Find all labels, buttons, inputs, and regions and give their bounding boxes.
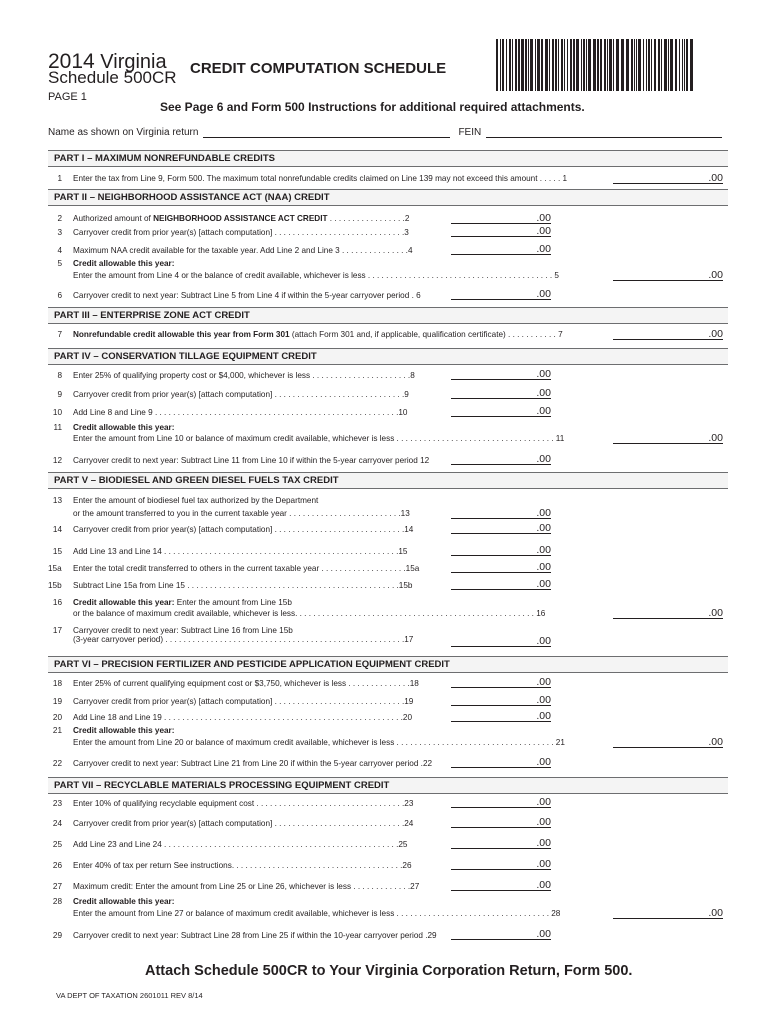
line-number: 7 xyxy=(57,330,62,339)
line-2-field[interactable]: .00 xyxy=(451,213,551,224)
line-18-field[interactable]: .00 xyxy=(451,677,551,688)
part-6-header: PART VI – PRECISION FERTILIZER AND PESTICIDE APPLICATION EQUIPMENT CREDIT xyxy=(48,656,728,673)
line-number: 8 xyxy=(57,371,62,380)
line-17-text: Carryover credit to next year: Subtract Line 16 from Line 15b xyxy=(73,626,293,635)
line-19-field[interactable]: .00 xyxy=(451,695,551,706)
fein-label: FEIN xyxy=(458,127,482,138)
line-12-text: Carryover credit to next year: Subtract Line 11 from Line 10 if within the 5-year carryover period 12 xyxy=(73,456,430,465)
line-16-field[interactable]: .00 xyxy=(613,608,723,619)
form-title: CREDIT COMPUTATION SCHEDULE xyxy=(190,60,447,77)
line-9-field[interactable]: .00 xyxy=(451,388,551,399)
line-1-field[interactable]: .00 xyxy=(613,173,723,184)
line-10-field[interactable]: .00 xyxy=(451,406,551,417)
line-number: 19 xyxy=(52,697,62,706)
line-13-field[interactable]: .00 xyxy=(451,508,551,519)
line-number: 25 xyxy=(52,840,62,849)
line-16-text: or the balance of maximum credit available, whichever is less. . . . . . . . . . . . . . . . . . . . . . . . . . . . . . . . . . . . . . . . . . . . . . . . . . . . . 16 xyxy=(73,609,546,618)
line-27-field[interactable]: .00 xyxy=(451,880,551,891)
line-number: 16 xyxy=(52,598,62,607)
line-21-text: Enter the amount from Line 20 or balance of maximum credit available, whichever is less . . . . . . . . . . . . . . . . . . . . . . . . . . . . . . . . . . . 21 xyxy=(73,738,565,747)
line-24-field[interactable]: .00 xyxy=(451,817,551,828)
line-23-field[interactable]: .00 xyxy=(451,797,551,808)
line-number: 29 xyxy=(52,931,62,940)
line-28-field[interactable]: .00 xyxy=(613,908,723,919)
line-24-text: Carryover credit from prior year(s) [attach computation] . . . . . . . . . . . . . . . . . . . . . . . . . . . . .24 xyxy=(73,819,414,828)
barcode-image xyxy=(496,39,728,91)
line-13-text: Enter the amount of biodiesel fuel tax authorized by the Department xyxy=(73,496,319,505)
name-field[interactable] xyxy=(203,129,450,138)
line-15a-field[interactable]: .00 xyxy=(451,562,551,573)
line-7-field[interactable]: .00 xyxy=(613,329,723,340)
line-15b-field[interactable]: .00 xyxy=(451,579,551,590)
line-11-label: Credit allowable this year: xyxy=(73,423,175,432)
fein-field[interactable] xyxy=(486,129,722,138)
line-26-field[interactable]: .00 xyxy=(451,859,551,870)
line-28-text: Enter the amount from Line 27 or balance of maximum credit available, whichever is less . . . . . . . . . . . . . . . . . . . . . . . . . . . . . . . . . . 28 xyxy=(73,909,561,918)
line-22-field[interactable]: .00 xyxy=(451,757,551,768)
line-20-text: Add Line 18 and Line 19 . . . . . . . . . . . . . . . . . . . . . . . . . . . . . . . . . . . . . . . . . . . . . . . . . . . . .20 xyxy=(73,713,413,722)
line-2-text: Authorized amount of NEIGHBORHOOD ASSISTANCE ACT CREDIT . . . . . . . . . . . . . . . . .2 xyxy=(73,214,410,223)
part-7-header: PART VII – RECYCLABLE MATERIALS PROCESSING EQUIPMENT CREDIT xyxy=(48,777,728,794)
line-number: 22 xyxy=(52,759,62,768)
line-number: 5 xyxy=(57,259,62,268)
line-15-text: Add Line 13 and Line 14 . . . . . . . . . . . . . . . . . . . . . . . . . . . . . . . . . . . . . . . . . . . . . . . . . . . .15 xyxy=(73,547,408,556)
line-15a-text: Enter the total credit transferred to others in the current taxable year . . . . . . . . . . . . . . . . . . .15a xyxy=(73,564,420,573)
line-6-field[interactable]: .00 xyxy=(451,289,551,300)
tax-year: 2014 xyxy=(48,50,95,73)
page-number: PAGE 1 xyxy=(48,91,87,103)
line-7-text: Nonrefundable credit allowable this year from Form 301 (attach Form 301 and, if applicable, qualification certificate) . . . . . . . . . . . 7 xyxy=(73,330,563,339)
line-5-field[interactable]: .00 xyxy=(613,270,723,281)
line-4-text: Maximum NAA credit available for the taxable year. Add Line 2 and Line 3 . . . . . . . . . . . . . . .4 xyxy=(73,246,413,255)
line-5-label: Credit allowable this year: xyxy=(73,259,175,268)
line-10-text: Add Line 8 and Line 9 . . . . . . . . . . . . . . . . . . . . . . . . . . . . . . . . . . . . . . . . . . . . . . . . . . . . . .10 xyxy=(73,408,408,417)
line-15b-text: Subtract Line 15a from Line 15 . . . . . . . . . . . . . . . . . . . . . . . . . . . . . . . . . . . . . . . . . . . . . . .15b xyxy=(73,581,413,590)
line-21-label: Credit allowable this year: xyxy=(73,726,175,735)
line-6-text: Carryover credit to next year: Subtract Line 5 from Line 4 if within the 5-year carryover period . 6 xyxy=(73,291,421,300)
line-3-text: Carryover credit from prior year(s) [attach computation] . . . . . . . . . . . . . . . . . . . . . . . . . . . . .3 xyxy=(73,228,409,237)
line-15-field[interactable]: .00 xyxy=(451,545,551,556)
line-14-text: Carryover credit from prior year(s) [attach computation] . . . . . . . . . . . . . . . . . . . . . . . . . . . . .14 xyxy=(73,525,414,534)
line-number: 23 xyxy=(52,799,62,808)
instructions-note: See Page 6 and Form 500 Instructions for additional required attachments. xyxy=(160,100,585,114)
line-number: 10 xyxy=(52,408,62,417)
line-number: 24 xyxy=(52,819,62,828)
line-5-text: Enter the amount from Line 4 or the balance of credit available, whichever is less . . . . . . . . . . . . . . . . . . . . . . . . . . . . . . . . . . . . . . . . . 5 xyxy=(73,271,559,280)
line-number: 6 xyxy=(57,291,62,300)
line-25-text: Add Line 23 and Line 24 . . . . . . . . . . . . . . . . . . . . . . . . . . . . . . . . . . . . . . . . . . . . . . . . . . . .25 xyxy=(73,840,408,849)
line-18-text: Enter 25% of current qualifying equipment cost or $3,750, whichever is less . . . . . . . . . . . . . .18 xyxy=(73,679,419,688)
line-11-field[interactable]: .00 xyxy=(613,433,723,444)
line-number: 26 xyxy=(52,861,62,870)
line-29-field[interactable]: .00 xyxy=(451,929,551,940)
line-12-field[interactable]: .00 xyxy=(451,454,551,465)
line-number: 17 xyxy=(52,626,62,635)
line-number: 13 xyxy=(52,496,62,505)
line-number: 15b xyxy=(48,581,62,590)
department-footer: VA DEPT OF TAXATION 2601011 REV 8/14 xyxy=(56,991,203,1000)
line-number: 18 xyxy=(52,679,62,688)
line-25-field[interactable]: .00 xyxy=(451,838,551,849)
line-number: 20 xyxy=(52,713,62,722)
line-8-text: Enter 25% of qualifying property cost or $4,000, whichever is less . . . . . . . . . . . . . . . . . . . . . .8 xyxy=(73,371,415,380)
attach-instruction: Attach Schedule 500CR to Your Virginia Corporation Return, Form 500. xyxy=(145,963,633,979)
line-number: 15a xyxy=(48,564,62,573)
line-16-label: Credit allowable this year: Enter the amount from Line 15b xyxy=(73,598,292,607)
line-number: 9 xyxy=(57,390,62,399)
line-17-field[interactable]: .00 xyxy=(451,636,551,647)
line-26-text: Enter 40% of tax per return See instructions. . . . . . . . . . . . . . . . . . . . . . . . . . . . . . . . . . . . . .26 xyxy=(73,861,412,870)
line-17-text-2: (3-year carryover period) . . . . . . . . . . . . . . . . . . . . . . . . . . . . . . . . . . . . . . . . . . . . . . . . . . . . .17 xyxy=(73,635,414,644)
line-1-text: Enter the tax from Line 9, Form 500. The maximum total nonrefundable credits claimed on Line 139 may not exceed this amount . . . . . 1 xyxy=(73,174,568,183)
line-13-text-2: or the amount transferred to you in the current taxable year . . . . . . . . . . . . . . . . . . . . . . . . .13 xyxy=(73,509,410,518)
line-number: 14 xyxy=(52,525,62,534)
line-number: 3 xyxy=(57,228,62,237)
name-fein-row xyxy=(48,127,728,138)
line-14-field[interactable]: .00 xyxy=(451,523,551,534)
line-4-field[interactable]: .00 xyxy=(451,244,551,255)
state-name: Virginia xyxy=(100,51,167,73)
line-8-field[interactable]: .00 xyxy=(451,369,551,380)
schedule-name: Schedule 500CR xyxy=(48,68,177,87)
line-number: 12 xyxy=(52,456,62,465)
part-2-header: PART II – NEIGHBORHOOD ASSISTANCE ACT (NAA) CREDIT xyxy=(48,189,728,206)
line-22-text: Carryover credit to next year: Subtract Line 21 from Line 20 if within the 5-year carryover period .22 xyxy=(73,759,433,768)
part-5-header: PART V – BIODIESEL AND GREEN DIESEL FUELS TAX CREDIT xyxy=(48,472,728,489)
line-19-text: Carryover credit from prior year(s) [attach computation] . . . . . . . . . . . . . . . . . . . . . . . . . . . . .19 xyxy=(73,697,414,706)
part-1-header: PART I – MAXIMUM NONREFUNDABLE CREDITS xyxy=(48,150,728,167)
line-20-field[interactable]: .00 xyxy=(451,711,551,722)
line-number: 2 xyxy=(57,214,62,223)
line-number: 15 xyxy=(52,547,62,556)
line-21-field[interactable]: .00 xyxy=(613,737,723,748)
line-number: 27 xyxy=(52,882,62,891)
line-number: 11 xyxy=(53,423,62,432)
line-28-label: Credit allowable this year: xyxy=(73,897,175,906)
line-number: 4 xyxy=(57,246,62,255)
part-4-header: PART IV – CONSERVATION TILLAGE EQUIPMENT CREDIT xyxy=(48,348,728,365)
line-3-field[interactable]: .00 xyxy=(451,226,551,237)
line-number: 28 xyxy=(52,897,62,906)
line-number: 1 xyxy=(57,174,62,183)
line-9-text: Carryover credit from prior year(s) [attach computation] . . . . . . . . . . . . . . . . . . . . . . . . . . . . .9 xyxy=(73,390,409,399)
line-27-text: Maximum credit: Enter the amount from Line 25 or Line 26, whichever is less . . . . . . . . . . . . .27 xyxy=(73,882,420,891)
name-label: Name as shown on Virginia return xyxy=(48,127,199,138)
part-3-header: PART III – ENTERPRISE ZONE ACT CREDIT xyxy=(48,307,728,324)
line-11-text: Enter the amount from Line 10 or balance of maximum credit available, whichever is less . . . . . . . . . . . . . . . . . . . . . . . . . . . . . . . . . . . 11 xyxy=(73,434,565,443)
line-29-text: Carryover credit to next year: Subtract Line 28 from Line 25 if within the 10-year carryover period .29 xyxy=(73,931,437,940)
line-number: 21 xyxy=(52,726,62,735)
line-23-text: Enter 10% of qualifying recyclable equipment cost . . . . . . . . . . . . . . . . . . . . . . . . . . . . . . . . .23 xyxy=(73,799,414,808)
